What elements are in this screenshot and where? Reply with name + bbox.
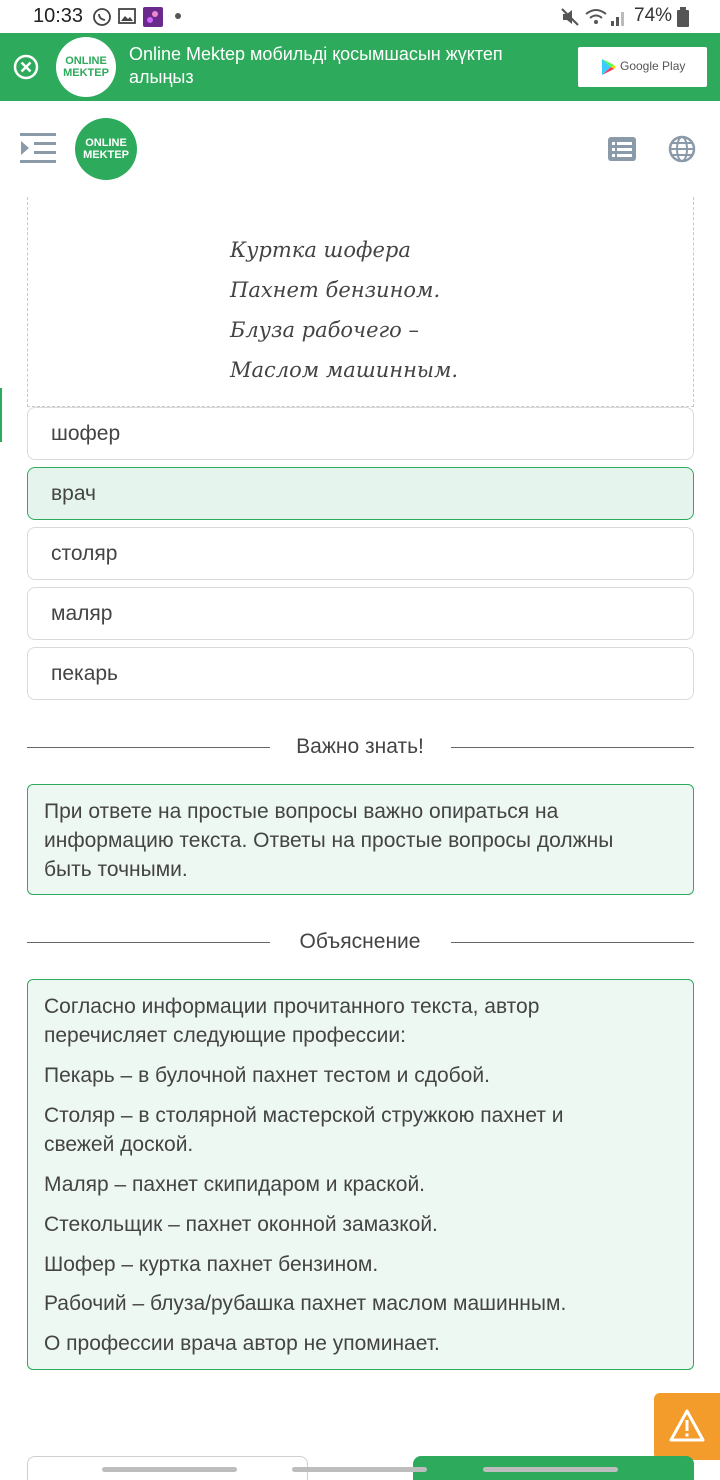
answer-option-label: пекарь — [51, 662, 118, 685]
important-text-line: При ответе на простые вопросы важно опираться на — [44, 800, 559, 823]
section-divider — [451, 942, 694, 943]
explanation-line: Стекольщик – пахнет оконной замазкой. — [44, 1213, 438, 1236]
section-divider — [27, 942, 270, 943]
app-promo-banner — [0, 33, 720, 101]
google-play-label: Google Play — [620, 59, 686, 73]
answer-option-label: шофер — [51, 422, 121, 445]
answer-option-malyar[interactable] — [27, 587, 694, 640]
promo-logo-line1: ONLINE — [65, 55, 107, 67]
answer-option-vrach[interactable] — [27, 467, 694, 520]
important-heading: Важно знать! — [296, 735, 424, 758]
promo-logo-line2: MEKTEP — [63, 67, 109, 79]
language-globe-icon[interactable] — [668, 135, 696, 163]
explanation-line: Шофер – куртка пахнет бензином. — [44, 1253, 379, 1276]
promo-text: Online Mektep мобильді қосымшасын жүктеп алыңыз — [129, 44, 503, 87]
battery-percent: 74% — [634, 5, 673, 26]
site-logo[interactable] — [75, 118, 137, 180]
explanation-line: О профессии врача автор не упоминает. — [44, 1332, 440, 1355]
explanation-line: Согласно информации прочитанного текста, автор — [44, 995, 540, 1018]
answer-option-label: маляр — [51, 602, 113, 625]
nav-handle — [102, 1467, 237, 1472]
signal-icon — [610, 7, 628, 27]
close-icon[interactable] — [12, 53, 40, 81]
status-time: 10:33 — [33, 5, 84, 27]
answer-option-stolyar[interactable] — [27, 527, 694, 580]
explanation-box — [27, 979, 694, 1370]
important-note — [27, 784, 694, 895]
dot-icon — [174, 12, 182, 20]
poem-line: Пахнет бензином. — [230, 278, 441, 302]
site-header — [0, 101, 720, 197]
explanation-line: Маляр – пахнет скипидаром и краской. — [44, 1173, 426, 1196]
answer-option-label: врач — [51, 482, 96, 505]
image-icon — [118, 7, 136, 25]
battery-icon — [677, 7, 689, 27]
wifi-icon — [584, 7, 608, 27]
answer-option-pekar[interactable] — [27, 647, 694, 700]
important-text-line: быть точными. — [44, 858, 188, 881]
status-bar — [0, 0, 720, 33]
poem-line: Маслом машинным. — [230, 358, 459, 382]
promo-logo — [56, 37, 116, 97]
mute-icon — [560, 7, 580, 27]
explanation-line: Рабочий – блуза/рубашка пахнет маслом машинным. — [44, 1292, 567, 1315]
answer-option-shofer[interactable] — [27, 407, 694, 460]
answer-option-label: столяр — [51, 542, 118, 565]
poem-line: Блуза рабочего – — [230, 318, 419, 342]
google-play-button[interactable] — [578, 47, 707, 87]
whatsapp-icon — [92, 7, 112, 27]
important-text-line: информацию текста. Ответы на простые вопросы должны — [44, 829, 614, 852]
warning-icon — [669, 1409, 705, 1443]
app-icon — [143, 7, 163, 27]
google-play-icon — [602, 59, 616, 75]
explanation-line: свежей доской. — [44, 1133, 194, 1156]
poem-excerpt — [27, 197, 694, 407]
explanation-line: Пекарь – в булочной пахнет тестом и сдобой. — [44, 1064, 490, 1087]
nav-handle — [292, 1467, 427, 1472]
site-logo-line2: MEKTEP — [83, 149, 129, 161]
explanation-line: перечисляет следующие профессии: — [44, 1024, 406, 1047]
menu-icon[interactable] — [20, 131, 56, 165]
nav-handle — [483, 1467, 618, 1472]
section-divider — [451, 747, 694, 748]
content-list-icon[interactable] — [608, 137, 636, 161]
report-error-button[interactable] — [654, 1393, 720, 1460]
poem-line: Куртка шофера — [230, 238, 411, 262]
explanation-line: Столяр – в столярной мастерской стружкою пахнет и — [44, 1104, 564, 1127]
site-logo-line1: ONLINE — [85, 137, 127, 149]
explanation-heading: Объяснение — [299, 930, 421, 953]
left-edge-marker — [0, 388, 2, 442]
section-divider — [27, 747, 270, 748]
